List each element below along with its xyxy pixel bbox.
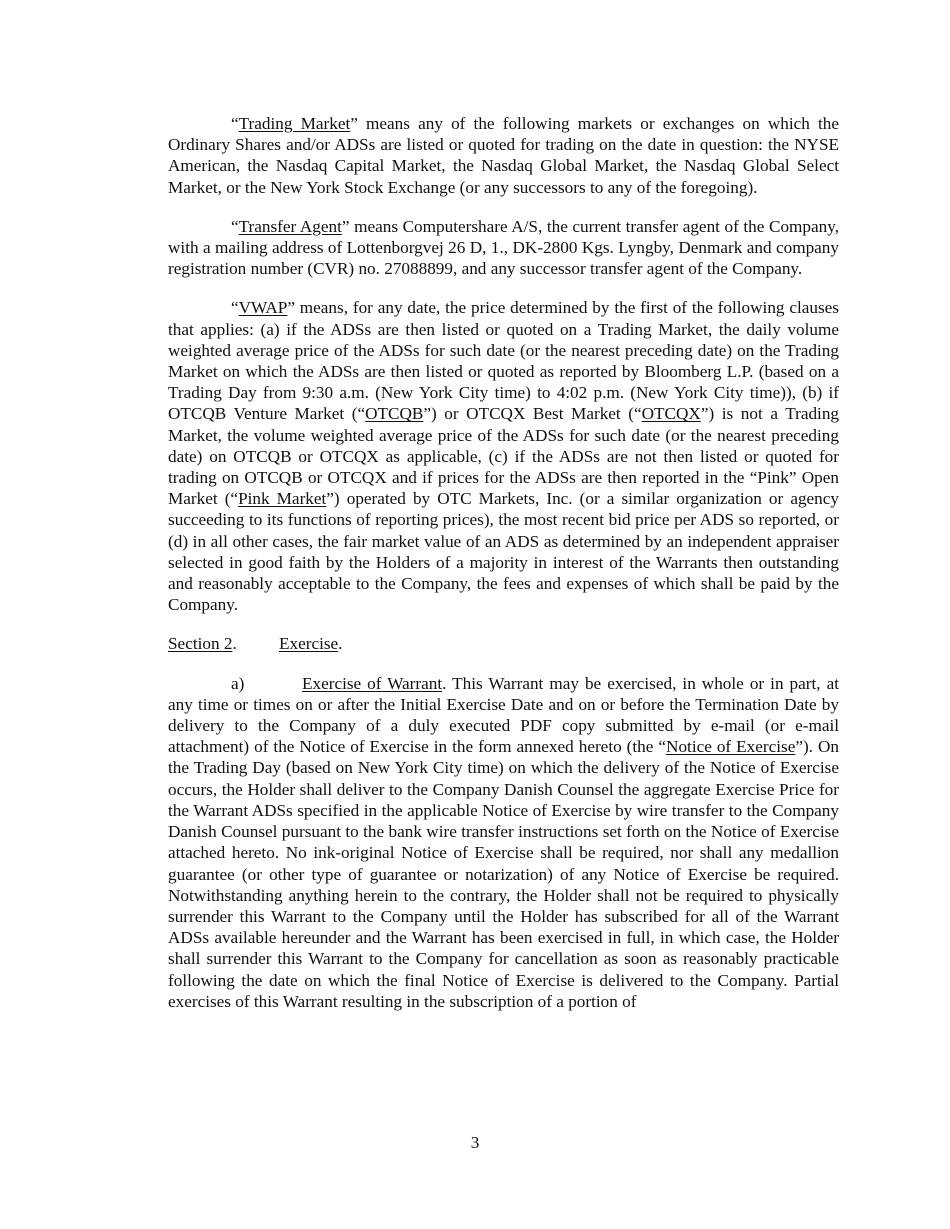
subsection-a-exercise-of-warrant — [168, 673, 839, 1012]
defined-term-transfer-agent: Transfer Agent — [238, 216, 342, 236]
defined-term-trading-market: Trading Market — [238, 114, 351, 133]
definition-text: ”) or OTCQX Best Market (“ — [423, 404, 642, 424]
subsection-title: Exercise of Warrant — [302, 673, 443, 693]
defined-term-otcqb: OTCQB — [365, 404, 424, 424]
definition-text: ” means Computershare A/S, the current transfer agent of the Company, with a mailing address of Lottenborgvej 26 D, 1., DK-2800 Kgs. Lyngby, Denmark and company registration number (CVR) no. 27088899, and any successor transfer agent of the Company. — [168, 216, 839, 279]
section-title: Exercise — [279, 634, 339, 654]
page-number: 3 — [470, 1133, 480, 1152]
subsection-text: ”). On the Trading Day (based on New York City time) on which the delivery of the Notice of Exercise occurs, the Holder shall deliver to the Company Danish Counsel the aggregate Exercise Price for the Warrant ADSs specified in the applicable Notice of Exercise by wire transfer to the Company Danish Counsel pursuant to the bank wire transfer instructions set forth on the Notice of Exercise attached hereto. No ink-original Notice of Exercise shall be required, nor shall any medallion guarantee (or other type of guarantee or notarization) of any Notice of Exercise be required. Notwithstanding anything herein to the contrary, the Holder shall not be required to physically surrender this Warrant to the Company until the Holder has subscribed for all of the Warrant ADSs available hereunder and the Warrant has been exercised in full, in which case, the Holder shall surrender this Warrant to the Company for cancellation as soon as reasonably practicable following the date on which the final Notice of Exercise is delivered to the Company. Partial exercises of this Warrant resulting in the subscription of a portion of — [168, 737, 839, 1011]
definition-text: ” means any of the following markets or exchanges on which the Ordinary Shares and/or ADSs are listed or quoted for trading on the date in question: the NYSE American, the Nasdaq Capital Market, the Nasdaq Global Market, the Nasdaq Global Select Market, or the New York Stock Exchange (or any successors to any of the foregoing). — [168, 114, 840, 197]
definition-text: ” means, for any date, the price determined by the first of the following clauses that applies: (a) if the ADSs are then listed or quoted on a Trading Market, the daily volume weighted average price of the ADSs for such date (or the nearest preceding date) on the Trading Market on which the ADSs are then listed or quoted as reported by Bloomberg L.P. (based on a Trading Day from 9:30 a.m. (New York City time) to 4:02 p.m. (New York City time)), (b) if OTCQB Venture Market (“ — [168, 298, 839, 424]
defined-term-notice-of-exercise: Notice of Exercise — [666, 737, 796, 757]
subsection-text: . This Warrant may be exercised, in whole or in part, at any time or times on or after the Initial Exercise Date and on or before the Termination Date by delivery to the Company of a duly executed PDF copy submitted by e-mail (or e-mail attachment) of the Notice of Exercise in the form annexed hereto (the “ — [168, 673, 839, 757]
section-number: Section 2 — [168, 634, 233, 654]
definition-trading-market — [168, 113, 839, 198]
section-number-suffix: . — [232, 634, 237, 654]
definition-text: ”) operated by OTC Markets, Inc. (or a similar organization or agency succeeding to its functions of reporting prices), the most recent bid price per ADS so reported, or (d) in all other cases, the fair market value of an ADS as determined by an independent appraiser selected in good faith by the Holders of a majority in interest of the Warrants then outstanding and reasonably acceptable to the Company, the fees and expenses of which shall be paid by the Company. — [168, 489, 839, 615]
document-body — [168, 113, 839, 1030]
defined-term-otcqx: OTCQX — [641, 404, 701, 424]
open-quote: “ — [231, 216, 239, 236]
section-number-group — [168, 633, 279, 654]
open-quote: “ — [231, 298, 239, 318]
definition-text: ”) is not a Trading Market, the volume weighted average price of the ADSs for such date (or the nearest preceding date) on OTCQB or OTCQX as applicable, (c) if the ADSs are not then listed or quoted for trading on OTCQB or OTCQX and if prices for the ADSs are then reported in the “Pink” Open Market (“ — [168, 404, 840, 509]
section-title-suffix: . — [338, 634, 343, 654]
definition-vwap — [168, 297, 839, 615]
definition-transfer-agent — [168, 216, 839, 280]
defined-term-pink-market: Pink Market — [238, 489, 327, 509]
section-2-heading — [168, 633, 839, 654]
defined-term-vwap: VWAP — [238, 298, 288, 318]
subsection-label: a) — [231, 673, 245, 693]
open-quote: “ — [231, 114, 239, 133]
